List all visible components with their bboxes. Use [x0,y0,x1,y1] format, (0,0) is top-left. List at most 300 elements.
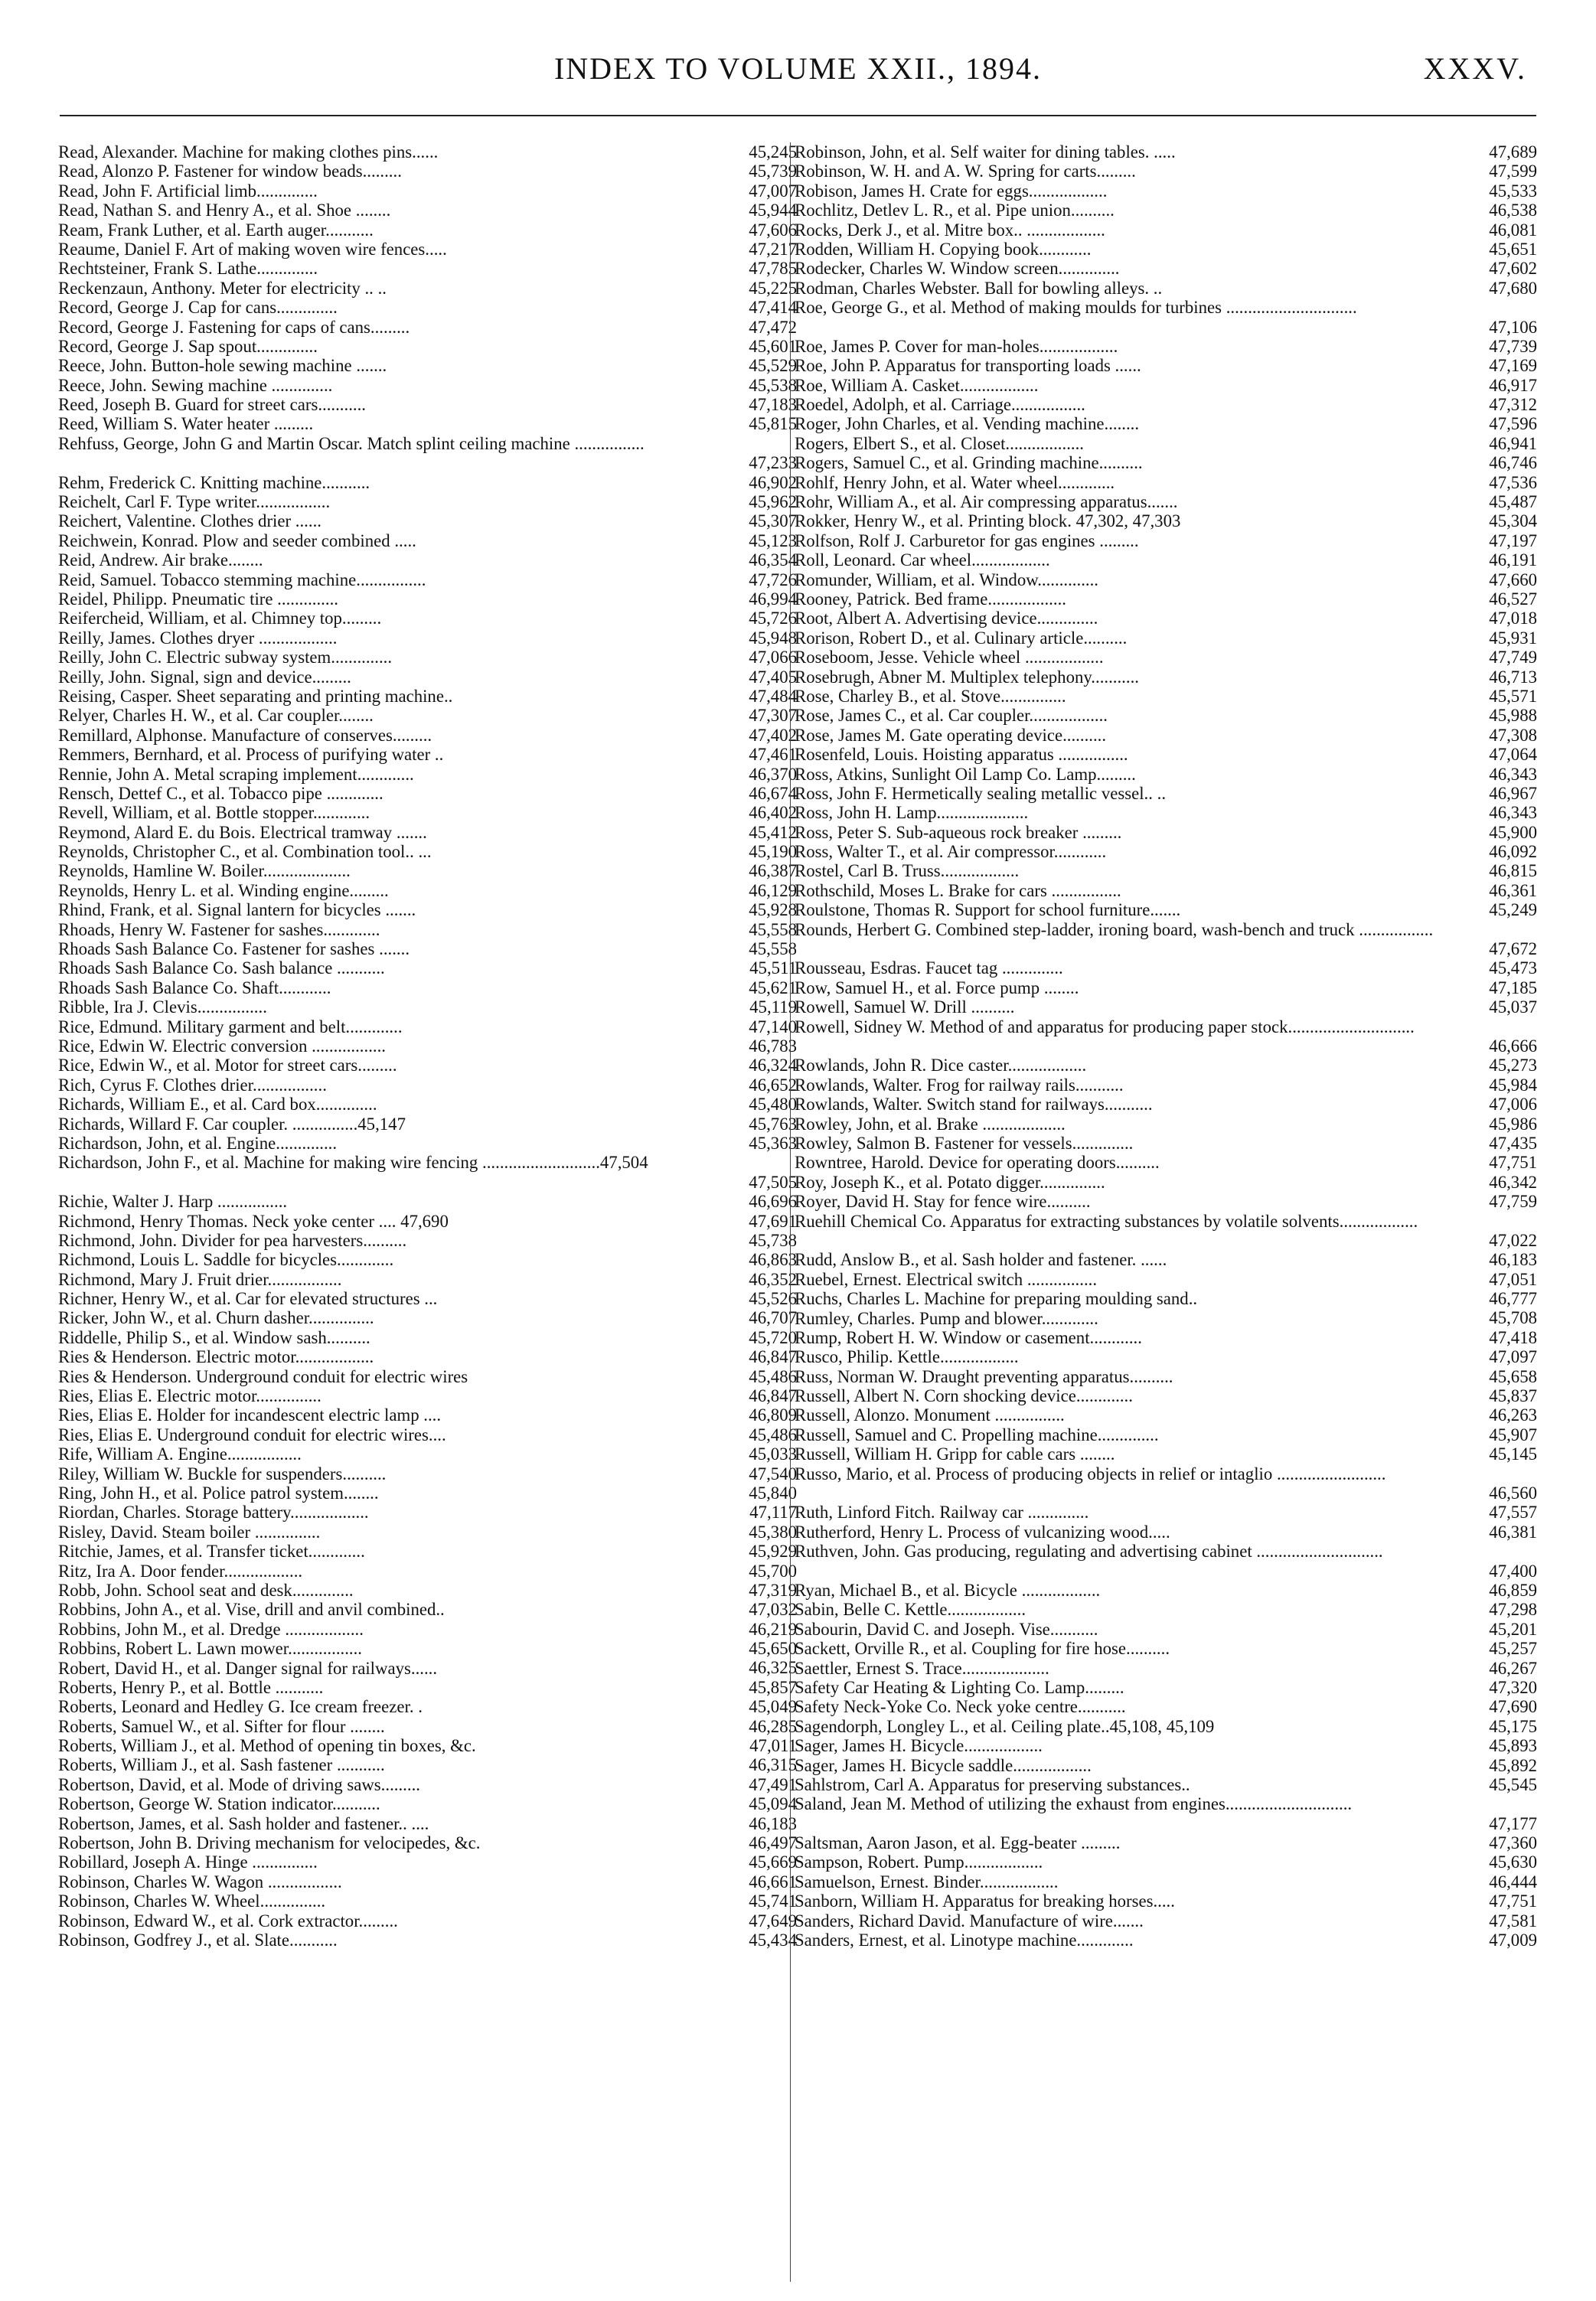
index-entry [58,1075,797,1095]
patent-number: 45,763 [749,1114,797,1134]
index-entry [795,1931,1537,1950]
index-entry [58,298,797,317]
patent-number: 46,352 [749,1269,797,1289]
entry-text: Rife, William A. Engine................. [58,1444,302,1464]
entry-text: Saltsman, Aaron Jason, et al. Egg-beater ......... [795,1833,1121,1853]
entry-text: Rice, Edwin W., et al. Motor for street cars......... [58,1056,397,1075]
index-entry [795,162,1537,181]
entry-text: Ruth, Linford Fitch. Railway car .............. [795,1503,1089,1523]
entry-text: Rowley, John, et al. Brake ................... [795,1114,1066,1134]
index-entry [795,453,1537,472]
patent-number: 45,225 [749,278,797,298]
patent-number: 46,343 [1489,764,1537,784]
index-entry [58,162,797,181]
entry-text: Sanders, Richard David. Manufacture of wire....... [795,1911,1144,1931]
entry-text: Saland, Jean M. Method of utilizing the exhaust from engines............................. [795,1794,1353,1814]
entry-text: Record, George J. Fastening for caps of cans......... [58,317,410,337]
patent-number: 47,022 [1489,1230,1537,1250]
index-entry [58,201,797,220]
patent-number: 45,558 [749,919,797,939]
index-entry [795,1347,1537,1366]
right-column [795,142,1537,1950]
index-entry [795,1717,1537,1736]
entry-text: Reidel, Philipp. Pneumatic tire .............. [58,589,338,609]
entry-text: Sanborn, William H. Apparatus for breaking horses..... [795,1891,1175,1911]
entry-text: Reynolds, Christopher C., et al. Combination tool.. ... [58,842,432,862]
entry-text: Roberts, Samuel W., et al. Sifter for flour ........ [58,1716,385,1736]
entry-text: Rennie, John A. Metal scraping implement............. [58,764,414,784]
entry-text: Read, John F. Artificial limb.............. [58,181,318,201]
index-entry [795,434,1537,453]
entry-text: Rehfuss, George, John G and Martin Oscar. Match splint ceiling machine ................ [58,433,645,453]
index-entry [58,337,797,356]
patent-number: 46,815 [1489,861,1537,881]
index-entry [58,142,797,162]
index-entry [58,511,797,530]
entry-text: Reed, William S. Water heater ......... [58,414,314,434]
patent-number: 45,201 [1489,1619,1537,1639]
entry-text: Sabin, Belle C. Kettle.................. [795,1600,1026,1620]
index-entry [58,1814,797,1833]
patent-number: 47,484 [749,686,797,706]
entry-text: Sackett, Orville R., et al. Coupling for fire hose.......... [795,1639,1170,1659]
entry-text: Royer, David H. Stay for fence wire.......... [795,1192,1091,1212]
patent-number: 47,217 [749,239,797,259]
patent-number: 45,526 [749,1289,797,1309]
entry-text: Robinson, Charles W. Wagon ................. [58,1872,342,1891]
index-entry [795,1678,1537,1697]
index-entry [795,1309,1537,1328]
index-entry [795,1270,1537,1289]
index-entry [795,687,1537,706]
patent-number: 47,461 [749,745,797,765]
entry-text: Rorison, Robert D., et al. Culinary article.......... [795,628,1128,648]
entry-text: Robertson, George W. Station indicator........... [58,1794,380,1814]
patent-number: 45,033 [749,1444,797,1464]
index-entry [795,842,1537,861]
entry-text: Roe, John P. Apparatus for transporting loads ...... [795,356,1141,376]
index-entry [58,648,797,667]
index-entry [58,1270,797,1289]
entry-text: Risley, David. Steam boiler ............... [58,1522,321,1542]
patent-number: 45,720 [749,1327,797,1347]
entry-text: Rosebrugh, Abner M. Multiplex telephony........... [795,667,1139,687]
patent-number: 47,418 [1489,1327,1537,1347]
patent-number: 45,119 [749,997,797,1017]
patent-number: 46,967 [1489,783,1537,803]
entry-text: Richmond, John. Divider for pea harvesters.......... [58,1230,407,1250]
patent-number: 46,343 [1489,803,1537,823]
entry-text: Rich, Cyrus F. Clothes drier................. [58,1075,327,1095]
patent-number: 45,190 [749,842,797,862]
entry-text: Russell, William H. Gripp for cable cars ........ [795,1444,1115,1464]
entry-text: Robertson, James, et al. Sash holder and fastener.. .... [58,1813,429,1833]
patent-number: 45,948 [749,628,797,648]
entry-text: Rodman, Charles Webster. Ball for bowling alleys. .. [795,278,1163,298]
index-entry [795,1328,1537,1347]
index-entry [795,1464,1537,1503]
entry-text: Ring, John H., et al. Police patrol system........ [58,1483,379,1503]
index-entry [58,1153,797,1192]
entry-text: Record, George J. Sap spout.............. [58,336,318,356]
entry-text: Ryan, Michael B., et al. Bicycle .................. [795,1581,1101,1600]
patent-number: 47,672 [1489,939,1537,959]
entry-text: Reece, John. Sewing machine .............. [58,375,333,395]
index-entry [795,1425,1537,1444]
patent-number: 45,511 [749,958,797,978]
entry-text: Ross, Peter S. Sub-aqueous rock breaker ......... [795,822,1122,842]
index-entry [58,1056,797,1075]
patent-number: 46,444 [1489,1872,1537,1891]
entry-text: Robinson, John, et al. Self waiter for dining tables. ..... [795,142,1176,162]
patent-number: 45,473 [1489,958,1537,978]
patent-number: 46,315 [749,1755,797,1775]
index-entry [58,958,797,978]
entry-text: Ruehill Chemical Co. Apparatus for extracting substances by volatile solvents.................. [795,1211,1418,1231]
entry-text: Rounds, Herbert G. Combined step-ladder, ironing board, wash-bench and truck ................. [795,919,1434,939]
index-entry [58,1678,797,1697]
patent-number: 46,859 [1489,1580,1537,1600]
patent-number: 45,307 [749,511,797,531]
index-entry [58,1328,797,1347]
patent-number: 46,183 [749,1813,797,1833]
index-entry [58,356,797,375]
patent-number: 45,486 [749,1425,797,1444]
patent-number: 46,666 [1489,1036,1537,1056]
column-divider [790,142,791,2282]
entry-text: Sanders, Ernest, et al. Linotype machine............. [795,1931,1134,1950]
index-entry [58,1891,797,1911]
index-entry [58,687,797,706]
index-entry [58,570,797,589]
index-entry [795,1503,1537,1522]
index-entry [58,803,797,822]
index-entry [795,550,1537,570]
index-entry [58,1036,797,1056]
entry-text: Reed, Joseph B. Guard for street cars........... [58,395,367,415]
entry-text: Rensch, Dettef C., et al. Tobacco pipe ............. [58,783,383,803]
index-entry [795,1852,1537,1872]
index-entry [795,706,1537,725]
patent-number: 45,988 [1489,706,1537,726]
entry-text: Rusco, Philip. Kettle.................. [795,1347,1019,1367]
patent-number: 46,402 [749,803,797,823]
index-entry [795,376,1537,395]
index-entry [58,1134,797,1153]
entry-text: Reilly, John C. Electric subway system.............. [58,648,393,667]
entry-text: Reilly, John. Signal, sign and device......... [58,667,351,687]
patent-number: 47,018 [1489,609,1537,628]
patent-number: 45,049 [749,1697,797,1717]
entry-text: Robinson, Edward W., et al. Cork extractor......... [58,1911,398,1931]
entry-text: Rochlitz, Detlev L. R., et al. Pipe union.......... [795,201,1115,220]
entry-text: Sahlstrom, Carl A. Apparatus for preserving substances.. [795,1774,1190,1794]
patent-number: 45,658 [1489,1366,1537,1386]
index-entry [58,765,797,784]
index-entry [58,1717,797,1736]
patent-number: 47,051 [1489,1269,1537,1289]
index-entry [58,259,797,278]
entry-text: Robertson, John B. Driving mechanism for velocipedes, &c. [58,1833,481,1853]
patent-number: 47,064 [1489,745,1537,765]
patent-number: 47,751 [1489,1153,1537,1173]
index-entry [58,1425,797,1444]
index-entry [58,279,797,298]
entry-text: Safety Car Heating & Lighting Co. Lamp......... [795,1677,1124,1697]
index-entry [795,337,1537,356]
index-entry [58,823,797,842]
entry-text: Roe, George G., et al. Method of making moulds for turbines .............................. [795,298,1357,318]
entry-text: Relyer, Charles H. W., et al. Car coupler........ [58,706,374,726]
patent-number: 46,652 [749,1075,797,1095]
patent-number: 45,123 [749,530,797,550]
patent-number: 45,245 [749,142,797,162]
patent-number: 47,032 [749,1600,797,1620]
index-entry [58,939,797,958]
patent-number: 45,304 [1489,511,1537,531]
patent-number: 47,197 [1489,530,1537,550]
entry-text: Read, Nathan S. and Henry A., et al. Shoe ........ [58,201,391,220]
entry-text: Rump, Robert H. W. Window or casement............ [795,1327,1142,1347]
patent-number: 46,324 [749,1056,797,1075]
patent-number: 45,708 [1489,1308,1537,1328]
patent-number: 46,527 [1489,589,1537,609]
patent-number: 45,094 [749,1794,797,1814]
index-entry [58,706,797,725]
index-entry [58,1659,797,1678]
entry-text: Reynolds, Hamline W. Boiler.................... [58,861,351,881]
index-entry [795,1639,1537,1658]
entry-text: Rooney, Patrick. Bed frame.................. [795,589,1066,609]
patent-number: 47,066 [749,648,797,667]
entry-text: Richmond, Louis L. Saddle for bicycles............. [58,1250,394,1270]
index-entry [58,1542,797,1561]
entry-text: Robert, David H., et al. Danger signal for railways...... [58,1658,438,1678]
index-entry [795,1659,1537,1678]
index-entry [795,1775,1537,1794]
index-entry [58,492,797,511]
index-entry [795,1872,1537,1891]
patent-number: 47,435 [1489,1133,1537,1153]
patent-number: 45,944 [749,201,797,220]
entry-text: Samuelson, Ernest. Binder.................. [795,1872,1059,1891]
entry-text: Richmond, Henry Thomas. Neck yoke center .... 47,690 [58,1211,449,1231]
patent-number: 45,669 [749,1852,797,1872]
entry-text: Rolfson, Rolf J. Carburetor for gas engines ......... [795,530,1139,550]
patent-number: 45,412 [749,822,797,842]
patent-number: 45,986 [1489,1114,1537,1134]
patent-number: 46,777 [1489,1289,1537,1309]
patent-number: 45,840 [749,1483,797,1503]
entry-text: Richmond, Mary J. Fruit drier................. [58,1269,342,1289]
index-entry [58,1794,797,1813]
entry-text: Reichwein, Konrad. Plow and seeder combined ..... [58,530,416,550]
patent-number: 46,847 [749,1347,797,1367]
index-entry [58,1367,797,1386]
entry-text: Russell, Alonzo. Monument ................ [795,1405,1065,1425]
index-entry [58,1872,797,1891]
index-entry [795,1911,1537,1931]
entry-text: Russ, Norman W. Draught preventing apparatus.......... [795,1366,1173,1386]
entry-text: Revell, William, et al. Bottle stopper............. [58,803,370,823]
entry-text: Ries & Henderson. Electric motor.................. [58,1347,374,1367]
index-entry [795,1444,1537,1464]
index-entry [795,803,1537,822]
entry-text: Reilly, James. Clothes dryer .................. [58,628,338,648]
patent-number: 45,486 [749,1366,797,1386]
index-entry [795,1173,1537,1192]
patent-number: 47,319 [749,1580,797,1600]
patent-number: 47,557 [1489,1503,1537,1523]
index-entry [795,997,1537,1017]
patent-number: 45,175 [1489,1716,1537,1736]
entry-text: Robb, John. School seat and desk.............. [58,1580,354,1600]
patent-number: 45,487 [1489,492,1537,512]
entry-text: Read, Alexander. Machine for making clothes pins...... [58,142,439,162]
index-entry [795,570,1537,589]
entry-text: Rose, James C., et al. Car coupler.................. [795,706,1108,726]
patent-number: 46,560 [1489,1483,1537,1503]
patent-number: 46,267 [1489,1658,1537,1678]
patent-number: 47,690 [1489,1697,1537,1717]
patent-number: 45,726 [749,609,797,628]
index-entry [58,1464,797,1483]
entry-text: Riddelle, Philip S., et al. Window sash.......... [58,1327,370,1347]
patent-number: 46,497 [749,1833,797,1852]
index-entry [795,1542,1537,1581]
entry-text: Rose, Charley B., et al. Stove............... [795,686,1066,706]
index-entry [795,958,1537,978]
index-entry [795,1386,1537,1405]
index-entry [795,1192,1537,1211]
entry-text: Reece, John. Button-hole sewing machine ....... [58,356,387,376]
index-entry [58,220,797,240]
patent-number: 47,185 [1489,978,1537,997]
index-entry [795,1620,1537,1639]
index-entry [795,220,1537,240]
index-entry [795,1134,1537,1153]
patent-number: 47,491 [749,1774,797,1794]
entry-text: Roy, Joseph K., et al. Potato digger............... [795,1172,1105,1192]
patent-number: 45,984 [1489,1075,1537,1095]
index-entry [58,842,797,861]
index-entry [58,609,797,628]
index-entry [58,1639,797,1658]
patent-number: 45,037 [1489,997,1537,1017]
patent-number: 46,361 [1489,880,1537,900]
index-entry [58,997,797,1017]
patent-number: 45,249 [1489,900,1537,920]
entry-text: Roberts, Leonard and Hedley G. Ice cream freezer. . [58,1697,423,1717]
index-entry [795,609,1537,628]
patent-number: 45,650 [749,1639,797,1659]
index-entry [795,1289,1537,1308]
index-entry [58,1115,797,1134]
index-entry [58,628,797,648]
entry-text: Ribble, Ira J. Clevis................ [58,997,267,1017]
patent-number: 45,545 [1489,1774,1537,1794]
index-entry [795,1600,1537,1619]
patent-number: 46,183 [1489,1250,1537,1270]
entry-text: Robillard, Joseph A. Hinge ............... [58,1852,318,1872]
index-entry [795,395,1537,414]
index-entry [58,1444,797,1464]
index-entry [795,1367,1537,1386]
index-entry [58,745,797,764]
entry-text: Rohlf, Henry John, et al. Water wheel............. [795,472,1115,492]
patent-number: 45,893 [1489,1736,1537,1756]
index-entry [795,1056,1537,1075]
entry-text: Record, George J. Cap for cans.............. [58,298,338,318]
index-entry [58,1736,797,1755]
patent-number: 47,405 [749,667,797,687]
entry-text: Russell, Albert N. Corn shocking device............. [795,1386,1133,1406]
index-entry [795,298,1537,337]
patent-number: 47,298 [1489,1600,1537,1620]
index-entry [795,589,1537,609]
index-entry [795,1017,1537,1056]
patent-number: 47,739 [1489,336,1537,356]
index-entry [58,473,797,492]
index-entry [58,784,797,803]
entry-text: Rumley, Charles. Pump and blower............. [795,1308,1098,1328]
entry-text: Ruebel, Ernest. Electrical switch ................ [795,1269,1098,1289]
patent-number: 46,219 [749,1619,797,1639]
index-entry [795,414,1537,433]
index-entry [58,1386,797,1405]
patent-number: 45,892 [1489,1755,1537,1775]
index-entry [58,1192,797,1211]
patent-number: 47,540 [749,1464,797,1483]
entry-text: Reifercheid, William, et al. Chimney top......... [58,609,382,628]
entry-text: Reaume, Daniel F. Art of making woven wire fences..... [58,239,447,259]
patent-number: 46,354 [749,550,797,570]
entry-text: Row, Samuel H., et al. Force pump ........ [795,978,1079,997]
patent-number: 47,169 [1489,356,1537,376]
entry-text: Rhoads Sash Balance Co. Shaft............ [58,978,331,997]
index-entry [795,978,1537,997]
index-entry [795,1581,1537,1600]
entry-text: Sagendorph, Longley L., et al. Ceiling plate..45,108, 45,109 [795,1716,1215,1736]
entry-text: Rowlands, John R. Dice caster.................. [795,1056,1087,1075]
patent-number: 46,381 [1489,1522,1537,1542]
patent-number: 46,902 [749,472,797,492]
index-entry [795,900,1537,919]
index-entry [795,726,1537,745]
patent-number: 47,689 [1489,142,1537,162]
patent-number: 46,387 [749,861,797,881]
entry-text: Reichert, Valentine. Clothes drier ...... [58,511,321,531]
patent-number: 46,263 [1489,1405,1537,1425]
entry-text: Roe, James P. Cover for man-holes.................. [795,336,1118,356]
index-entry [795,1095,1537,1114]
index-entry [795,1250,1537,1269]
entry-text: Ritchie, James, et al. Transfer ticket............. [58,1542,365,1562]
entry-text: Roll, Leonard. Car wheel.................. [795,550,1050,570]
index-entry [58,550,797,570]
entry-text: Rudd, Anslow B., et al. Sash holder and fastener. ...... [795,1250,1167,1270]
patent-number: 45,931 [1489,628,1537,648]
header-rule [60,115,1536,116]
patent-number: 46,092 [1489,842,1537,862]
page-header [61,51,1535,96]
entry-text: Ruchs, Charles L. Machine for preparing moulding sand.. [795,1289,1198,1309]
patent-number: 47,183 [749,395,797,415]
index-entry [58,1523,797,1542]
patent-number: 45,815 [749,414,797,434]
patent-number: 47,660 [1489,570,1537,589]
entry-text: Rehm, Frederick C. Knitting machine........... [58,472,370,492]
